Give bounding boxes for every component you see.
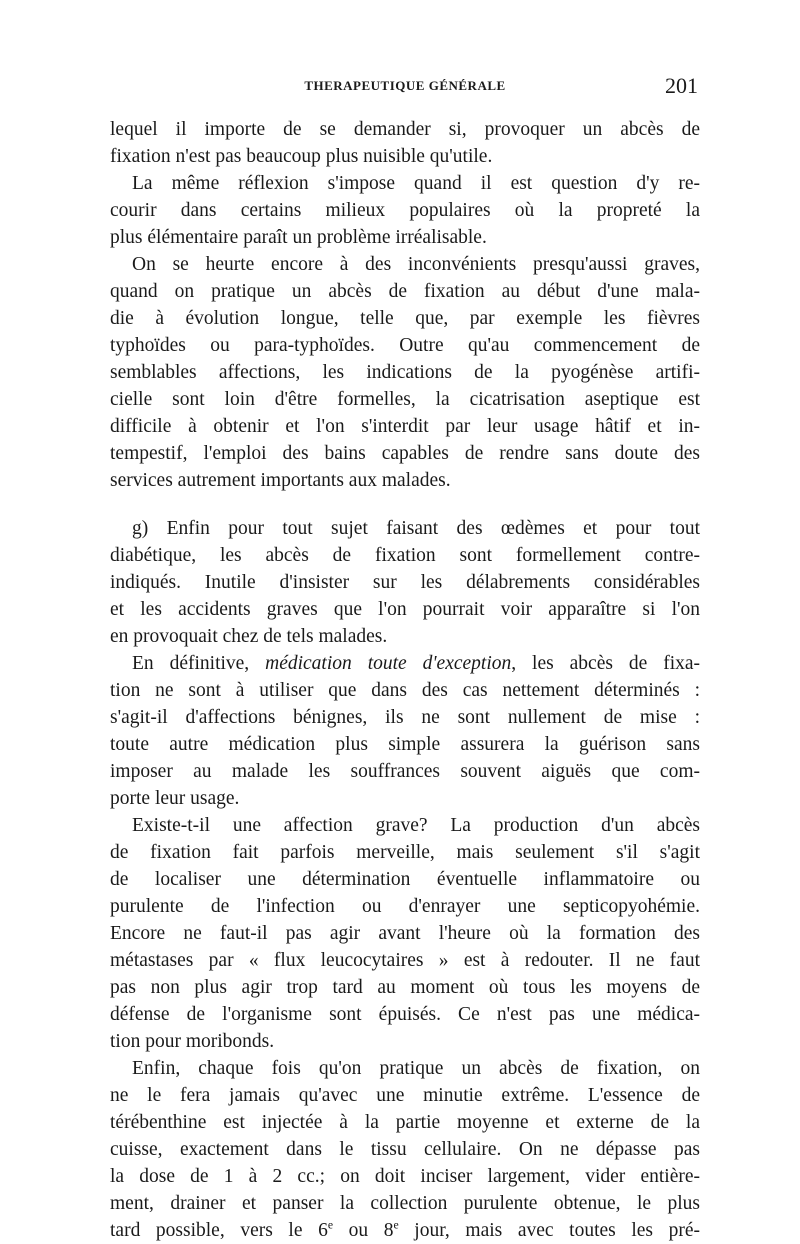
text-run: ou bbox=[333, 1220, 384, 1241]
text-line: indiqués. Inutile d'insister sur les délabrements considérables bbox=[110, 572, 700, 593]
text-line: typhoïdes ou para-typhoïdes. Outre qu'au commencement de bbox=[110, 335, 700, 356]
text-line: difficile à obtenir et l'on s'interdit par leur usage hâtif et in- bbox=[110, 416, 700, 437]
text-line: Existe-t-il une affection grave? La production d'un abcès bbox=[132, 815, 700, 836]
paragraph bbox=[110, 812, 700, 1055]
text-line: la dose de 1 à 2 cc.; on doit inciser largement, vider entière- bbox=[110, 1166, 700, 1187]
ordinal-number: 8 bbox=[383, 1220, 394, 1241]
text-run: En définitive, bbox=[132, 653, 266, 674]
ordinal-number: 6 bbox=[318, 1220, 328, 1241]
text-line: défense de l'organisme sont épuisés. Ce n'est pas une médica- bbox=[110, 1004, 700, 1025]
text-line: en provoquait chez de tels malades. bbox=[110, 626, 388, 647]
text-line: térébenthine est injectée à la partie moyenne et externe de la bbox=[110, 1112, 700, 1133]
text-line: et les accidents graves que l'on pourrait voir apparaître si l'on bbox=[110, 599, 700, 620]
text-line: ne le fera jamais qu'avec une minutie extrême. L'essence de bbox=[110, 1085, 700, 1106]
italic-phrase: médication toute d'exception bbox=[265, 653, 512, 674]
body-text bbox=[110, 116, 700, 1244]
text-line: semblables affections, les indications de la pyogénèse artifi- bbox=[110, 362, 700, 383]
paragraph-gap bbox=[110, 494, 700, 515]
text-line: pas non plus agir trop tard au moment où tous les moyens de bbox=[110, 977, 700, 998]
text-line: porte leur usage. bbox=[110, 788, 240, 809]
text-line: toute autre médication plus simple assurera la guérison sans bbox=[110, 734, 700, 755]
paragraph bbox=[110, 650, 700, 812]
paragraph bbox=[110, 515, 700, 650]
paragraph bbox=[110, 170, 700, 251]
ordinal-suffix: e bbox=[393, 1218, 399, 1232]
text-line: cielle sont loin d'être formelles, la cicatrisation aseptique est bbox=[110, 389, 700, 410]
text-line: tion ne sont à utiliser que dans des cas nettement déterminés : bbox=[110, 680, 700, 701]
text-run: tard possible, vers le bbox=[110, 1220, 319, 1241]
text-line: tion pour moribonds. bbox=[110, 1031, 275, 1052]
text-run: , les abcès de fixa- bbox=[511, 653, 701, 674]
text-line: fixation n'est pas beaucoup plus nuisible qu'utile. bbox=[110, 146, 493, 167]
text-line bbox=[110, 650, 700, 677]
ordinal-suffix: e bbox=[327, 1218, 334, 1232]
text-line: lequel il importe de se demander si, provoquer un abcès de bbox=[110, 119, 700, 140]
text-line: quand on pratique un abcès de fixation au début d'une mala- bbox=[110, 281, 700, 302]
text-line: diabétique, les abcès de fixation sont formellement contre- bbox=[110, 545, 700, 566]
text-line: plus élémentaire paraît un problème irréalisable. bbox=[110, 227, 487, 248]
text-line: ment, drainer et panser la collection purulente obtenue, le plus bbox=[110, 1193, 700, 1214]
paragraph bbox=[110, 116, 700, 170]
text-line: purulente de l'infection ou d'enrayer une septicopyohémie. bbox=[110, 896, 700, 917]
paragraph bbox=[110, 251, 700, 494]
text-line: On se heurte encore à des inconvénients presqu'aussi graves, bbox=[132, 254, 700, 275]
text-run: jour, mais avec toutes les pré- bbox=[398, 1220, 701, 1241]
paragraph bbox=[110, 1055, 700, 1244]
text-line: s'agit-il d'affections bénignes, ils ne sont nullement de mise : bbox=[110, 707, 700, 728]
text-line: Enfin, chaque fois qu'on pratique un abcès de fixation, on bbox=[132, 1058, 700, 1079]
text-line: imposer au malade les souffrances souvent aiguës que com- bbox=[110, 761, 700, 782]
text-line: La même réflexion s'impose quand il est question d'y re- bbox=[132, 173, 700, 194]
text-line: g) Enfin pour tout sujet faisant des œdèmes et pour tout bbox=[132, 518, 700, 539]
text-line: de fixation fait parfois merveille, mais seulement s'il s'agit bbox=[110, 842, 700, 863]
text-line: métastases par « flux leucocytaires » est à redouter. Il ne faut bbox=[110, 950, 700, 971]
text-line: courir dans certains milieux populaires où la propreté la bbox=[110, 200, 700, 221]
text-line: tempestif, l'emploi des bains capables de rendre sans doute des bbox=[110, 443, 700, 464]
running-title: THERAPEUTIQUE GÉNÉRALE bbox=[304, 78, 506, 93]
text-line: services autrement importants aux malades. bbox=[110, 470, 451, 491]
running-head bbox=[110, 73, 700, 100]
text-line: cuisse, exactement dans le tissu cellulaire. On ne dépasse pas bbox=[110, 1139, 700, 1160]
text-line: Encore ne faut-il pas agir avant l'heure où la formation des bbox=[110, 923, 700, 944]
text-line: die à évolution longue, telle que, par exemple les fièvres bbox=[110, 308, 700, 329]
text-line: de localiser une détermination éventuelle inflammatoire ou bbox=[110, 869, 700, 890]
text-line bbox=[110, 1217, 700, 1244]
page-number: 201 bbox=[665, 73, 698, 98]
